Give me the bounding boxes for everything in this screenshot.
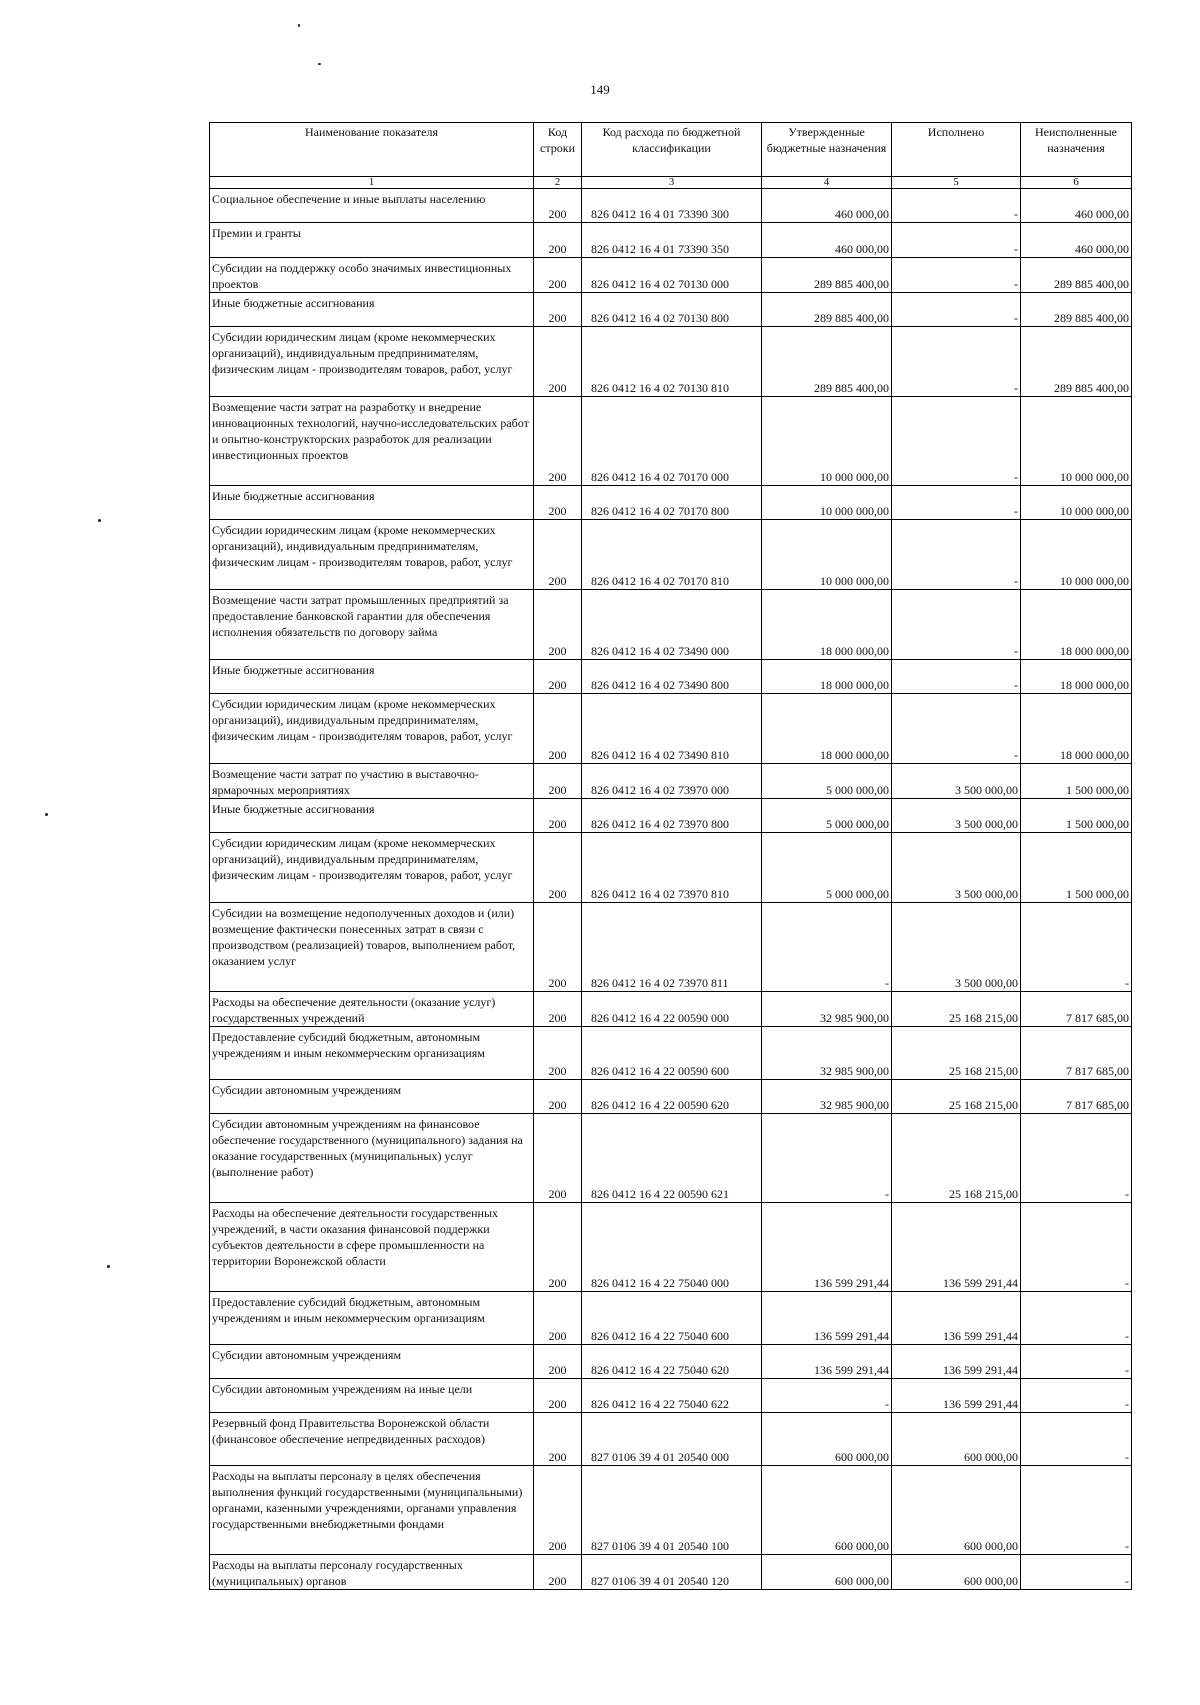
table-row [210, 1203, 1132, 1292]
row-name: Расходы на выплаты персоналу государственных (муниципальных) органов [210, 1555, 534, 1590]
row-line-code: 200 [534, 590, 582, 660]
table-row [210, 1345, 1132, 1379]
row-executed: 136 599 291,44 [892, 1379, 1021, 1413]
row-executed: 25 168 215,00 [892, 992, 1021, 1027]
row-name: Субсидии юридическим лицам (кроме некоммерческих организаций), индивидуальным предпринимателям, физическим лицам - производителям товаров, работ, услуг [210, 520, 534, 590]
row-approved: - [762, 903, 892, 992]
row-executed: 136 599 291,44 [892, 1345, 1021, 1379]
row-name: Расходы на обеспечение деятельности (оказание услуг) государственных учреждений [210, 992, 534, 1027]
row-expense-code: 826 0412 16 4 22 00590 000 [582, 992, 762, 1027]
budget-execution-table [209, 122, 1132, 1590]
row-expense-code: 827 0106 39 4 01 20540 000 [582, 1413, 762, 1466]
row-executed: 600 000,00 [892, 1555, 1021, 1590]
row-approved: 18 000 000,00 [762, 590, 892, 660]
row-unexecuted: - [1021, 1413, 1132, 1466]
row-unexecuted: 289 885 400,00 [1021, 293, 1132, 327]
row-executed: 3 500 000,00 [892, 833, 1021, 903]
row-name: Субсидии на поддержку особо значимых инвестиционных проектов [210, 258, 534, 293]
row-line-code: 200 [534, 1292, 582, 1345]
col-number: 2 [534, 177, 582, 189]
row-approved: - [762, 1379, 892, 1413]
row-expense-code: 826 0412 16 4 02 73970 800 [582, 799, 762, 833]
row-expense-code: 826 0412 16 4 02 73970 811 [582, 903, 762, 992]
row-unexecuted: 1 500 000,00 [1021, 833, 1132, 903]
row-line-code: 200 [534, 1379, 582, 1413]
row-executed: 3 500 000,00 [892, 903, 1021, 992]
row-name: Премии и гранты [210, 223, 534, 258]
table-row [210, 1466, 1132, 1555]
row-executed: 3 500 000,00 [892, 764, 1021, 799]
table-row [210, 1292, 1132, 1345]
row-name: Иные бюджетные ассигнования [210, 486, 534, 520]
row-name: Иные бюджетные ассигнования [210, 799, 534, 833]
row-expense-code: 826 0412 16 4 02 73490 810 [582, 694, 762, 764]
row-approved: 136 599 291,44 [762, 1292, 892, 1345]
row-unexecuted: 10 000 000,00 [1021, 520, 1132, 590]
row-expense-code: 826 0412 16 4 01 73390 350 [582, 223, 762, 258]
row-line-code: 200 [534, 903, 582, 992]
table-row [210, 1114, 1132, 1203]
row-line-code: 200 [534, 1466, 582, 1555]
table-row [210, 590, 1132, 660]
row-unexecuted: 7 817 685,00 [1021, 1027, 1132, 1080]
row-expense-code: 826 0412 16 4 22 75040 622 [582, 1379, 762, 1413]
row-name: Субсидии автономным учреждениям [210, 1345, 534, 1379]
row-name: Расходы на обеспечение деятельности государственных учреждений, в части оказания финансовой поддержки субъектов деятельности в сфере промышленности на территории Воронежской области [210, 1203, 534, 1292]
row-line-code: 200 [534, 520, 582, 590]
row-unexecuted: 460 000,00 [1021, 223, 1132, 258]
row-approved: 32 985 900,00 [762, 992, 892, 1027]
row-name: Субсидии на возмещение недополученных доходов и (или) возмещение фактически понесенных затрат в связи с производством (реализацией) товаров, выполнением работ, оказанием услуг [210, 903, 534, 992]
row-line-code: 200 [534, 223, 582, 258]
row-line-code: 200 [534, 189, 582, 223]
row-executed: 3 500 000,00 [892, 799, 1021, 833]
col-header-executed: Исполнено [892, 123, 1021, 177]
col-header-approved: Утвержденные бюджетные назначения [762, 123, 892, 177]
row-approved: 136 599 291,44 [762, 1345, 892, 1379]
row-line-code: 200 [534, 293, 582, 327]
row-unexecuted: 18 000 000,00 [1021, 590, 1132, 660]
row-expense-code: 826 0412 16 4 02 70170 800 [582, 486, 762, 520]
row-line-code: 200 [534, 1114, 582, 1203]
table-row [210, 1027, 1132, 1080]
row-approved: 289 885 400,00 [762, 327, 892, 397]
row-name: Субсидии юридическим лицам (кроме некоммерческих организаций), индивидуальным предпринимателям, физическим лицам - производителям товаров, работ, услуг [210, 833, 534, 903]
table-row [210, 694, 1132, 764]
row-expense-code: 826 0412 16 4 02 70130 810 [582, 327, 762, 397]
row-executed: - [892, 189, 1021, 223]
table-row [210, 1379, 1132, 1413]
row-expense-code: 826 0412 16 4 02 70130 000 [582, 258, 762, 293]
row-unexecuted: - [1021, 1292, 1132, 1345]
col-number: 3 [582, 177, 762, 189]
row-line-code: 200 [534, 764, 582, 799]
row-executed: 25 168 215,00 [892, 1114, 1021, 1203]
col-number: 5 [892, 177, 1021, 189]
row-executed: 25 168 215,00 [892, 1027, 1021, 1080]
row-executed: 136 599 291,44 [892, 1203, 1021, 1292]
table-row [210, 660, 1132, 694]
table-row [210, 293, 1132, 327]
row-unexecuted: 10 000 000,00 [1021, 486, 1132, 520]
row-unexecuted: 460 000,00 [1021, 189, 1132, 223]
row-unexecuted: - [1021, 1203, 1132, 1292]
col-number: 4 [762, 177, 892, 189]
row-unexecuted: 289 885 400,00 [1021, 327, 1132, 397]
row-line-code: 200 [534, 1203, 582, 1292]
scan-speck [318, 63, 321, 65]
row-unexecuted: 18 000 000,00 [1021, 660, 1132, 694]
row-line-code: 200 [534, 799, 582, 833]
row-line-code: 200 [534, 833, 582, 903]
row-name: Возмещение части затрат промышленных предприятий за предоставление банковской гарантии для обеспечения исполнения обязательств по договору займа [210, 590, 534, 660]
row-approved: 460 000,00 [762, 189, 892, 223]
row-approved: 10 000 000,00 [762, 520, 892, 590]
row-expense-code: 826 0412 16 4 22 75040 600 [582, 1292, 762, 1345]
table-row [210, 486, 1132, 520]
row-approved: 289 885 400,00 [762, 258, 892, 293]
row-expense-code: 826 0412 16 4 22 00590 621 [582, 1114, 762, 1203]
row-expense-code: 826 0412 16 4 22 00590 620 [582, 1080, 762, 1114]
row-executed: 600 000,00 [892, 1413, 1021, 1466]
row-line-code: 200 [534, 397, 582, 486]
row-unexecuted: 7 817 685,00 [1021, 992, 1132, 1027]
row-name: Предоставление субсидий бюджетным, автономным учреждениям и иным некоммерческим организациям [210, 1292, 534, 1345]
col-header-unexecuted: Неисполненные назначения [1021, 123, 1132, 177]
row-name: Расходы на выплаты персоналу в целях обеспечения выполнения функций государственными (муниципальными) органами, казенными учреждениями, органами управления государственными внебюджетными фондами [210, 1466, 534, 1555]
page-number: 149 [590, 82, 610, 97]
row-expense-code: 826 0412 16 4 02 73490 000 [582, 590, 762, 660]
row-executed: - [892, 660, 1021, 694]
scan-speck [107, 1265, 110, 1268]
col-number: 6 [1021, 177, 1132, 189]
row-unexecuted: - [1021, 903, 1132, 992]
row-unexecuted: 289 885 400,00 [1021, 258, 1132, 293]
row-line-code: 200 [534, 992, 582, 1027]
row-approved: 5 000 000,00 [762, 764, 892, 799]
row-executed: - [892, 486, 1021, 520]
row-line-code: 200 [534, 1345, 582, 1379]
row-executed: - [892, 258, 1021, 293]
row-approved: 32 985 900,00 [762, 1080, 892, 1114]
table-row [210, 833, 1132, 903]
table-row [210, 223, 1132, 258]
row-name: Резервный фонд Правительства Воронежской области (финансовое обеспечение непредвиденных расходов) [210, 1413, 534, 1466]
table-header-row [210, 123, 1132, 177]
row-approved: 18 000 000,00 [762, 694, 892, 764]
row-expense-code: 826 0412 16 4 02 73970 810 [582, 833, 762, 903]
row-unexecuted: 1 500 000,00 [1021, 764, 1132, 799]
row-name: Субсидии автономным учреждениям [210, 1080, 534, 1114]
scan-speck [298, 24, 300, 27]
row-name: Иные бюджетные ассигнования [210, 293, 534, 327]
row-unexecuted: 10 000 000,00 [1021, 397, 1132, 486]
row-line-code: 200 [534, 327, 582, 397]
row-expense-code: 826 0412 16 4 02 70130 800 [582, 293, 762, 327]
row-name: Социальное обеспечение и иные выплаты населению [210, 189, 534, 223]
row-line-code: 200 [534, 1555, 582, 1590]
scan-speck [98, 519, 101, 522]
table-row [210, 1080, 1132, 1114]
row-approved: 600 000,00 [762, 1466, 892, 1555]
table-row [210, 903, 1132, 992]
row-name: Субсидии автономным учреждениям на иные цели [210, 1379, 534, 1413]
row-executed: - [892, 694, 1021, 764]
row-executed: - [892, 520, 1021, 590]
row-unexecuted: - [1021, 1114, 1132, 1203]
table-row [210, 327, 1132, 397]
row-line-code: 200 [534, 1413, 582, 1466]
col-number: 1 [210, 177, 534, 189]
row-executed: - [892, 293, 1021, 327]
table-row [210, 258, 1132, 293]
row-unexecuted: 18 000 000,00 [1021, 694, 1132, 764]
row-expense-code: 826 0412 16 4 22 75040 000 [582, 1203, 762, 1292]
row-name: Субсидии юридическим лицам (кроме некоммерческих организаций), индивидуальным предпринимателям, физическим лицам - производителям товаров, работ, услуг [210, 327, 534, 397]
table-row [210, 189, 1132, 223]
row-expense-code: 826 0412 16 4 02 70170 810 [582, 520, 762, 590]
column-number-row [210, 177, 1132, 189]
row-approved: 10 000 000,00 [762, 397, 892, 486]
table-row [210, 1555, 1132, 1590]
row-expense-code: 826 0412 16 4 22 75040 620 [582, 1345, 762, 1379]
row-unexecuted: - [1021, 1345, 1132, 1379]
row-executed: - [892, 223, 1021, 258]
row-approved: 32 985 900,00 [762, 1027, 892, 1080]
row-name: Предоставление субсидий бюджетным, автономным учреждениям и иным некоммерческим организациям [210, 1027, 534, 1080]
row-expense-code: 826 0412 16 4 02 70170 000 [582, 397, 762, 486]
row-unexecuted: 1 500 000,00 [1021, 799, 1132, 833]
row-expense-code: 826 0412 16 4 01 73390 300 [582, 189, 762, 223]
row-approved: - [762, 1114, 892, 1203]
row-executed: 600 000,00 [892, 1466, 1021, 1555]
row-executed: 136 599 291,44 [892, 1292, 1021, 1345]
row-approved: 460 000,00 [762, 223, 892, 258]
row-expense-code: 826 0412 16 4 02 73970 000 [582, 764, 762, 799]
row-name: Субсидии автономным учреждениям на финансовое обеспечение государственного (муниципального) задания на оказание государственных (муниципальных) услуг (выполнение работ) [210, 1114, 534, 1203]
row-executed: - [892, 397, 1021, 486]
table-row [210, 397, 1132, 486]
row-line-code: 200 [534, 1027, 582, 1080]
col-header-name: Наименование показателя [210, 123, 534, 177]
row-executed: - [892, 327, 1021, 397]
scan-speck [45, 813, 48, 816]
row-line-code: 200 [534, 1080, 582, 1114]
table-row [210, 799, 1132, 833]
row-approved: 136 599 291,44 [762, 1203, 892, 1292]
row-expense-code: 827 0106 39 4 01 20540 120 [582, 1555, 762, 1590]
row-line-code: 200 [534, 694, 582, 764]
row-unexecuted: - [1021, 1379, 1132, 1413]
table-row [210, 764, 1132, 799]
row-name: Возмещение части затрат на разработку и внедрение инновационных технологий, научно-исследовательских работ и опытно-конструкторских разработок для реализации инвестиционных проектов [210, 397, 534, 486]
row-approved: 289 885 400,00 [762, 293, 892, 327]
table-row [210, 520, 1132, 590]
row-unexecuted: - [1021, 1555, 1132, 1590]
row-approved: 10 000 000,00 [762, 486, 892, 520]
row-line-code: 200 [534, 660, 582, 694]
row-line-code: 200 [534, 258, 582, 293]
row-approved: 600 000,00 [762, 1413, 892, 1466]
row-approved: 600 000,00 [762, 1555, 892, 1590]
row-executed: 25 168 215,00 [892, 1080, 1021, 1114]
table-row [210, 1413, 1132, 1466]
table-row [210, 992, 1132, 1027]
row-approved: 18 000 000,00 [762, 660, 892, 694]
row-unexecuted: - [1021, 1466, 1132, 1555]
row-unexecuted: 7 817 685,00 [1021, 1080, 1132, 1114]
row-approved: 5 000 000,00 [762, 833, 892, 903]
row-expense-code: 827 0106 39 4 01 20540 100 [582, 1466, 762, 1555]
row-name: Возмещение части затрат по участию в выставочно-ярмарочных мероприятиях [210, 764, 534, 799]
row-name: Иные бюджетные ассигнования [210, 660, 534, 694]
row-expense-code: 826 0412 16 4 02 73490 800 [582, 660, 762, 694]
row-executed: - [892, 590, 1021, 660]
row-line-code: 200 [534, 486, 582, 520]
row-name: Субсидии юридическим лицам (кроме некоммерческих организаций), индивидуальным предпринимателям, физическим лицам - производителям товаров, работ, услуг [210, 694, 534, 764]
col-header-line-code: Код строки [534, 123, 582, 177]
col-header-expense-code: Код расхода по бюджетной классификации [582, 123, 762, 177]
row-approved: 5 000 000,00 [762, 799, 892, 833]
row-expense-code: 826 0412 16 4 22 00590 600 [582, 1027, 762, 1080]
